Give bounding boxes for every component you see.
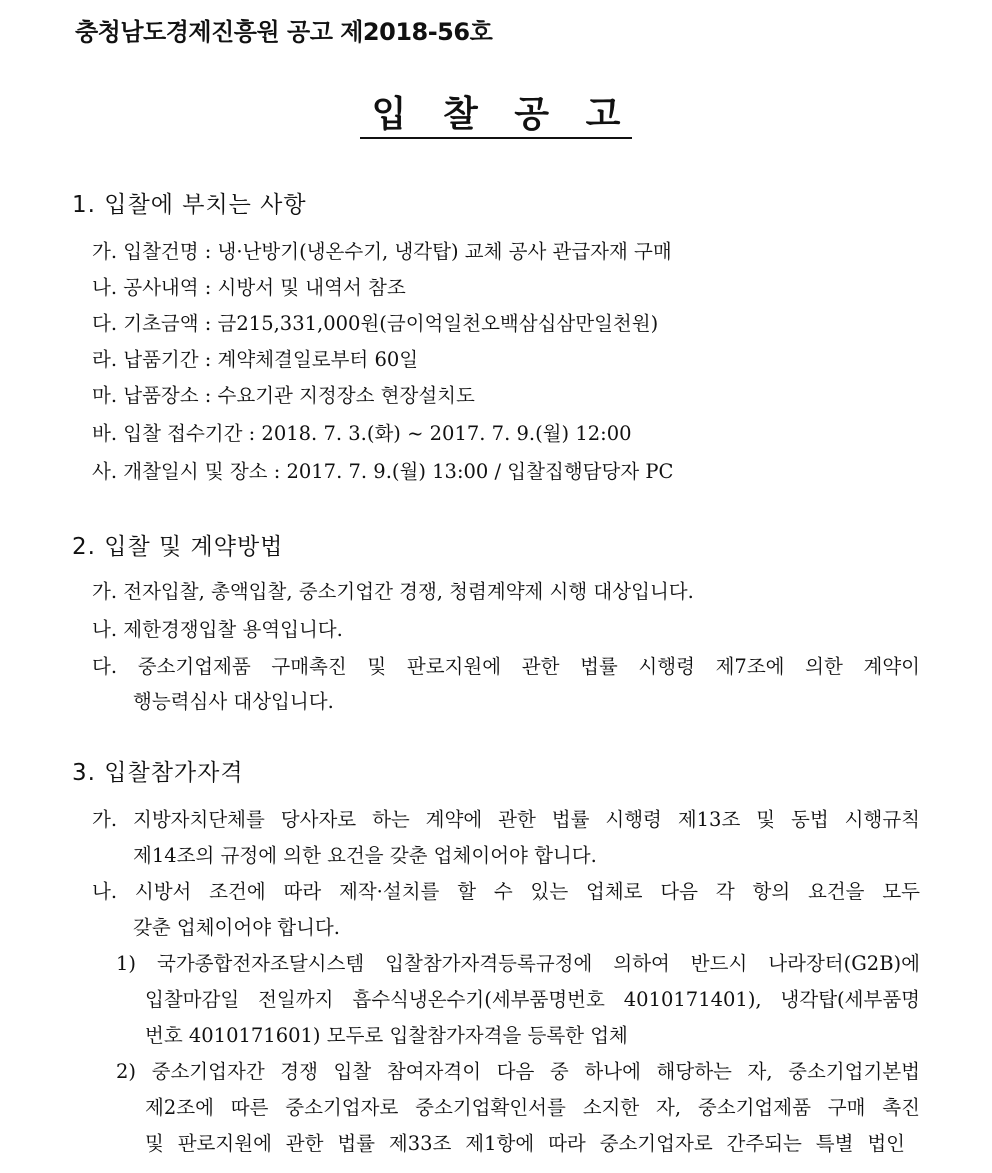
- list-item: 다. 중소기업제품 구매촉진 및 판로지원에 관한 법률 시행령 제7조에 의한 계약이: [92, 655, 920, 678]
- section-heading-1: 1. 입찰에 부치는 사항: [72, 192, 307, 218]
- list-item: 가. 전자입찰, 총액입찰, 중소기업간 경쟁, 청렴계약제 시행 대상입니다.: [92, 580, 694, 603]
- list-item: 나. 시방서 조건에 따라 제작·설치를 할 수 있는 업체로 다음 각 항의 요건을 모두: [92, 880, 920, 903]
- sub-list-item: 2) 중소기업자간 경쟁 입찰 참여자격이 다음 중 하나에 해당하는 자, 중소기업기본법: [116, 1060, 920, 1083]
- page-title-text: 입 찰 공 고: [360, 95, 633, 139]
- list-item: 바. 입찰 접수기간 : 2018. 7. 3.(화) ~ 2017. 7. 9.(월) 12:00: [92, 422, 632, 445]
- sub-list-item-continuation: 입찰마감일 전일까지 흡수식냉온수기(세부품명번호 4010171401), 냉각탑(세부품명: [145, 988, 920, 1011]
- list-item: 라. 납품기간 : 계약체결일로부터 60일: [92, 348, 419, 371]
- section-heading-2: 2. 입찰 및 계약방법: [72, 534, 284, 560]
- section-heading-3: 3. 입찰참가자격: [72, 760, 244, 786]
- list-item-continuation: 제14조의 규정에 의한 요건을 갖춘 업체이어야 합니다.: [133, 844, 597, 867]
- list-item-continuation: 갖춘 업체이어야 합니다.: [133, 916, 340, 939]
- list-item: 가. 지방자치단체를 당사자로 하는 계약에 관한 법률 시행령 제13조 및 동법 시행규칙: [92, 808, 920, 831]
- sub-list-item-continuation: 제2조에 따른 중소기업자로 중소기업확인서를 소지한 자, 중소기업제품 구매 촉진: [145, 1096, 920, 1119]
- sub-list-item-continuation: 및 판로지원에 관한 법률 제33조 제1항에 따라 중소기업자로 간주되는 특별 법인: [145, 1132, 905, 1155]
- notice-number: 충청남도경제진흥원 공고 제2018-56호: [75, 18, 493, 46]
- list-item-continuation: 행능력심사 대상입니다.: [133, 690, 334, 713]
- list-item: 마. 납품장소 : 수요기관 지정장소 현장설치도: [92, 384, 475, 407]
- sub-list-item: 1) 국가종합전자조달시스템 입찰참가자격등록규정에 의하여 반드시 나라장터(G2B)에: [116, 952, 920, 975]
- list-item: 나. 제한경쟁입찰 용역입니다.: [92, 618, 343, 641]
- list-item: 사. 개찰일시 및 장소 : 2017. 7. 9.(월) 13:00 / 입찰집행담당자 PC: [92, 460, 674, 483]
- sub-list-item-continuation: 번호 4010171601) 모두로 입찰참가자격을 등록한 업체: [145, 1024, 628, 1047]
- list-item: 가. 입찰건명 : 냉·난방기(냉온수기, 냉각탑) 교체 공사 관급자재 구매: [92, 240, 672, 263]
- list-item: 나. 공사내역 : 시방서 및 내역서 참조: [92, 276, 406, 299]
- page-title: [0, 94, 992, 139]
- list-item: 다. 기초금액 : 금215,331,000원(금이억일천오백삼십삼만일천원): [92, 312, 659, 335]
